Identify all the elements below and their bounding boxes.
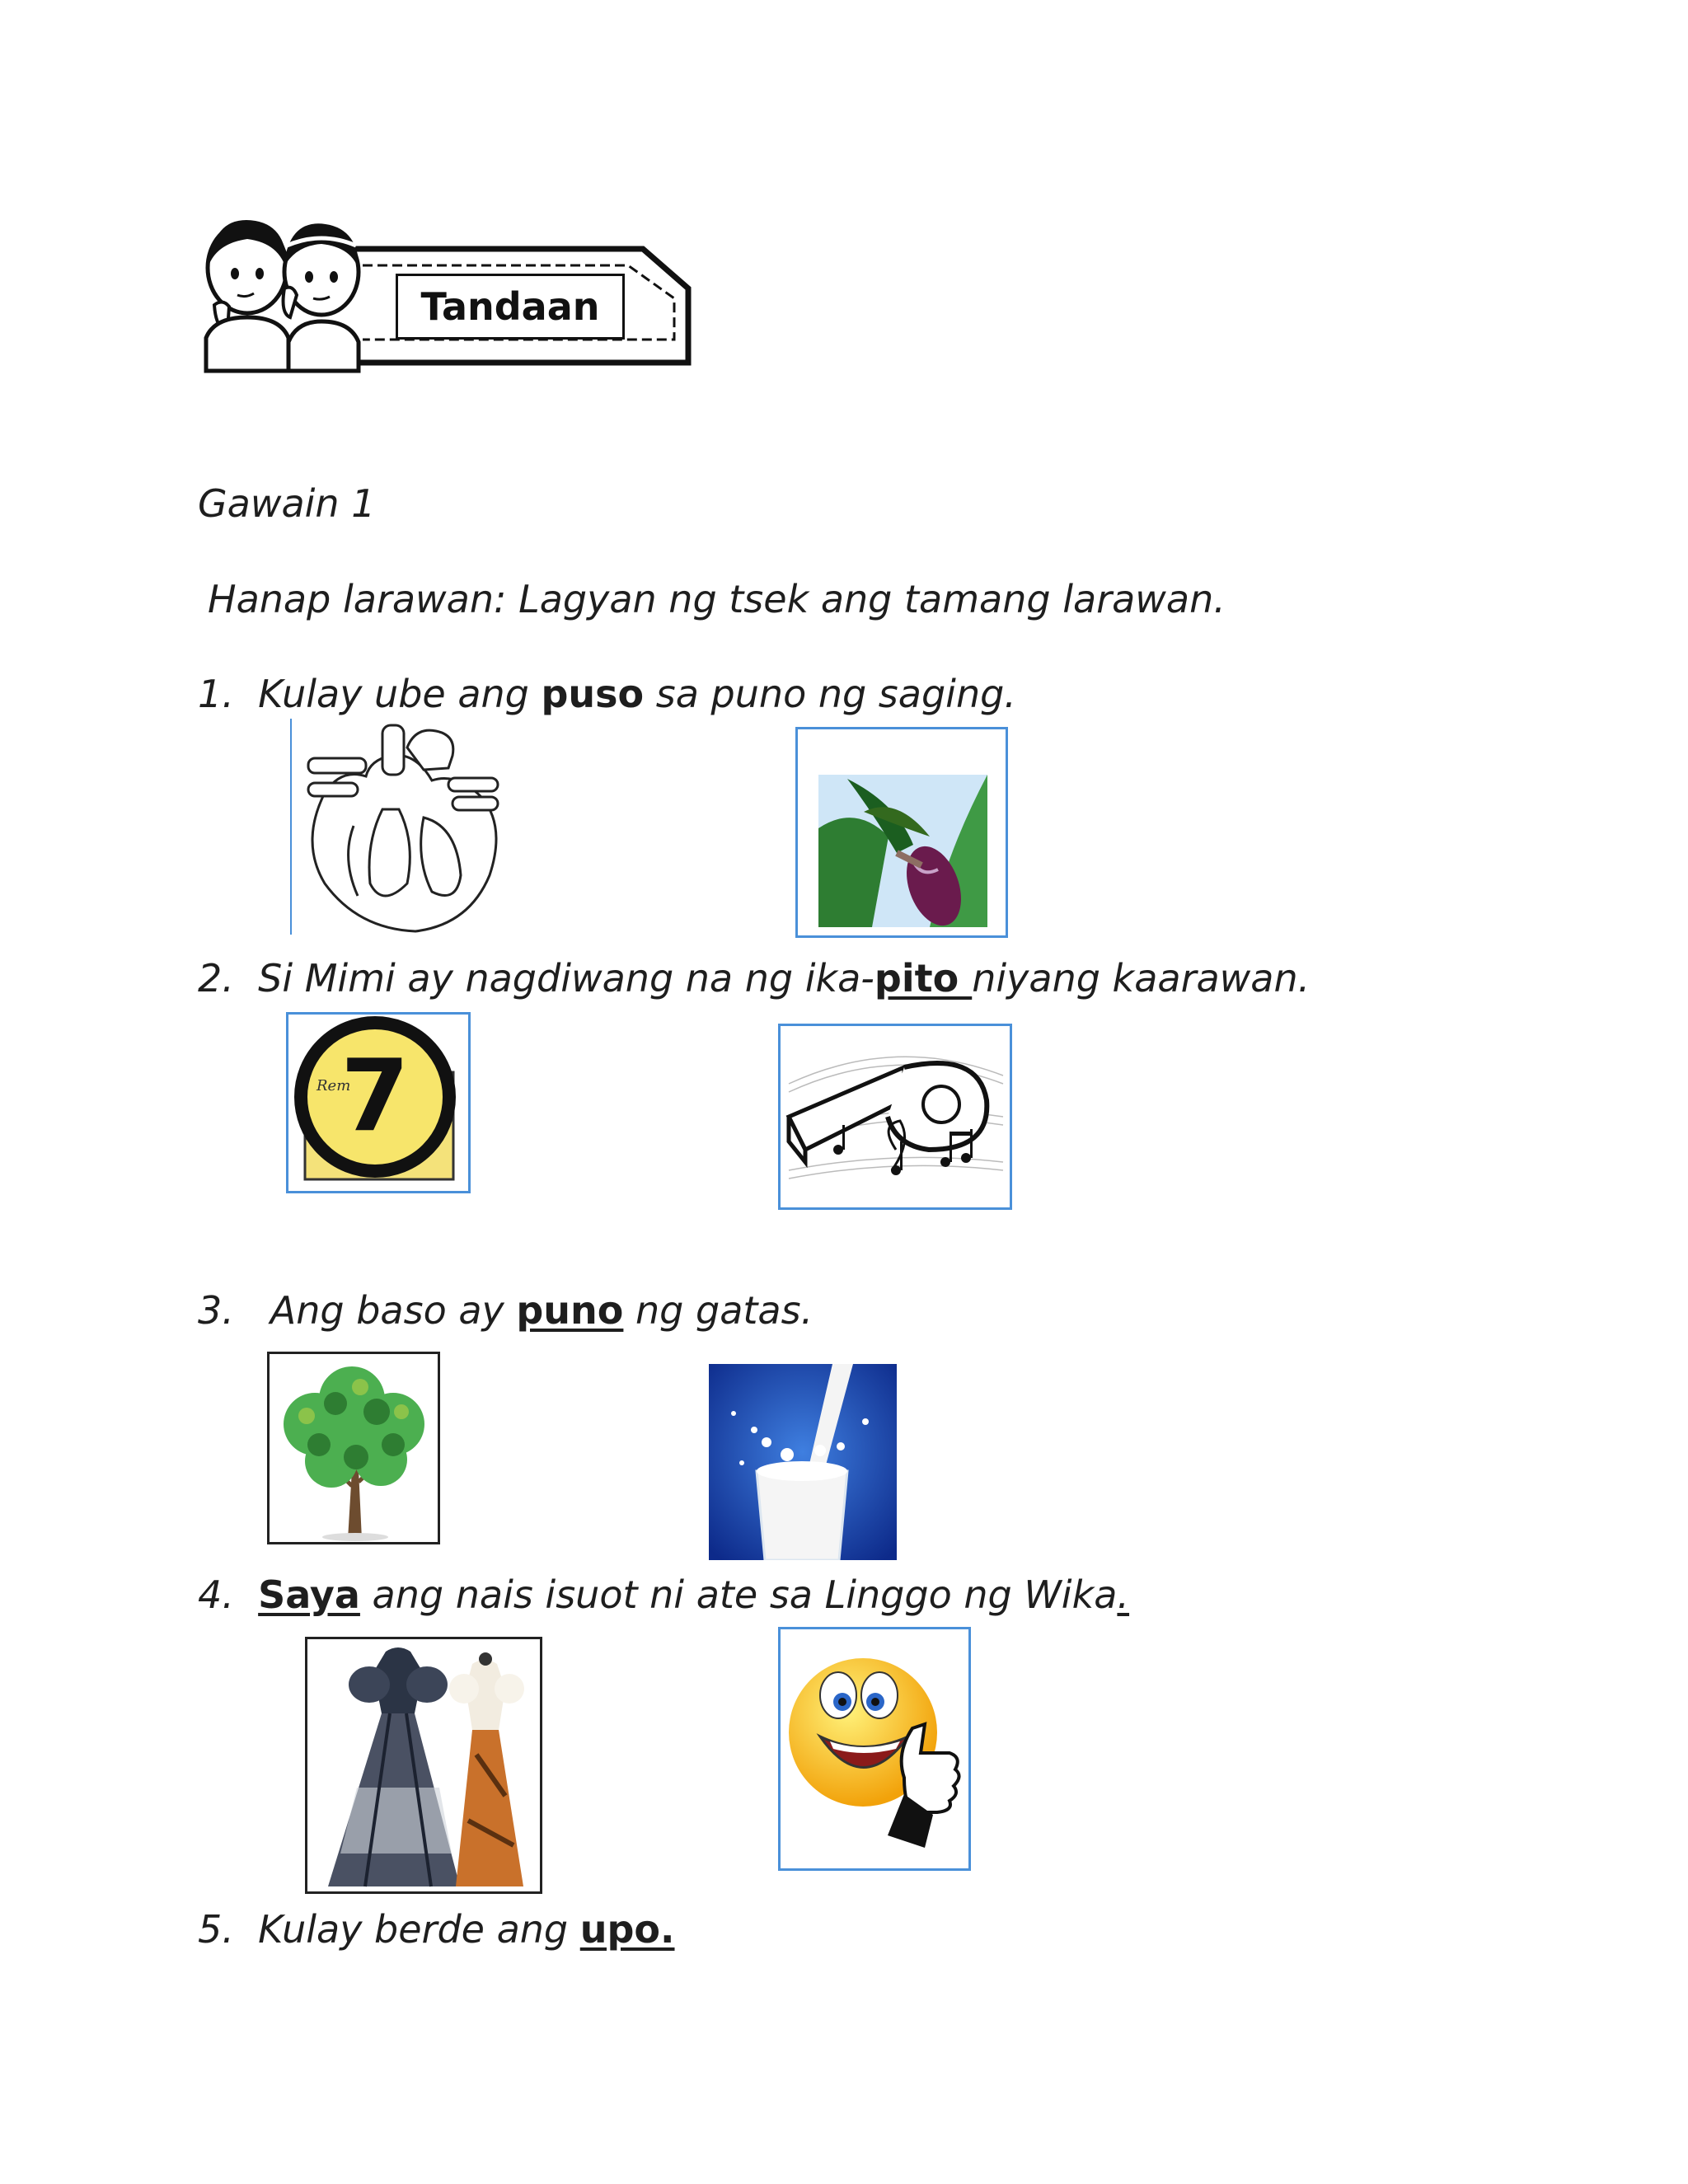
item-text: ang nais isuot ni ate sa Linggo ng Wika [359, 1572, 1118, 1617]
item-text: Kulay ube ang [258, 672, 542, 716]
item-number: 2. [198, 956, 234, 1001]
choice-smiley[interactable] [778, 1627, 971, 1871]
dress-icon [307, 1639, 540, 1891]
tree-icon [270, 1354, 438, 1542]
tandaan-label: Tandaan [420, 284, 600, 329]
item-number: 3. [198, 1288, 234, 1333]
item-3-sentence [198, 1288, 813, 1333]
tandaan-header [198, 206, 692, 379]
choice-tree[interactable] [267, 1352, 440, 1544]
choice-banana-blossom[interactable] [795, 727, 1008, 938]
choice-whistle[interactable] [778, 1024, 1012, 1210]
item-text: Kulay berde ang [258, 1907, 580, 1952]
item-number: 4. [198, 1572, 234, 1617]
keyword: pito [874, 956, 973, 1001]
keyword: upo. [579, 1907, 675, 1952]
keyword: Saya [258, 1572, 360, 1617]
choice-number-seven[interactable] [286, 1012, 471, 1193]
choice-glass-of-milk[interactable] [709, 1364, 897, 1560]
banana-blossom-icon [798, 729, 1006, 935]
item-text: niyang kaarawan. [972, 956, 1311, 1001]
item-text: sa puno ng saging. [644, 672, 1016, 716]
milk-glass-icon [709, 1364, 897, 1560]
keyword: puno [516, 1288, 624, 1333]
item-text-end: . [1117, 1572, 1130, 1617]
number-seven-icon [288, 1015, 468, 1191]
item-number: 5. [198, 1907, 234, 1952]
item-2-sentence [198, 956, 1310, 1001]
heart-icon [292, 719, 514, 935]
seven-digit: 7 [340, 1039, 410, 1154]
item-4-sentence [198, 1572, 1129, 1617]
activity-title: Gawain 1 [198, 481, 376, 526]
choice-filipiniana-dresses[interactable] [305, 1637, 542, 1894]
choice-heart-diagram[interactable] [290, 719, 514, 935]
item-text: Si Mimi ay nagdiwang na ng ika- [258, 956, 874, 1001]
item-1-sentence [198, 672, 1016, 716]
smiley-thumbs-up-icon [781, 1629, 968, 1868]
tandaan-label-box [396, 274, 625, 340]
item-text: Ang baso ay [270, 1288, 517, 1333]
note-text: Rem [316, 1077, 351, 1094]
activity-instruction: Hanap larawan: Lagyan ng tsek ang tamang larawan. [208, 577, 1226, 621]
item-text: ng gatas. [623, 1288, 814, 1333]
keyword: puso [541, 672, 645, 716]
item-number: 1. [198, 672, 234, 716]
item-5-sentence [198, 1907, 675, 1952]
whistle-music-icon [781, 1026, 1010, 1207]
